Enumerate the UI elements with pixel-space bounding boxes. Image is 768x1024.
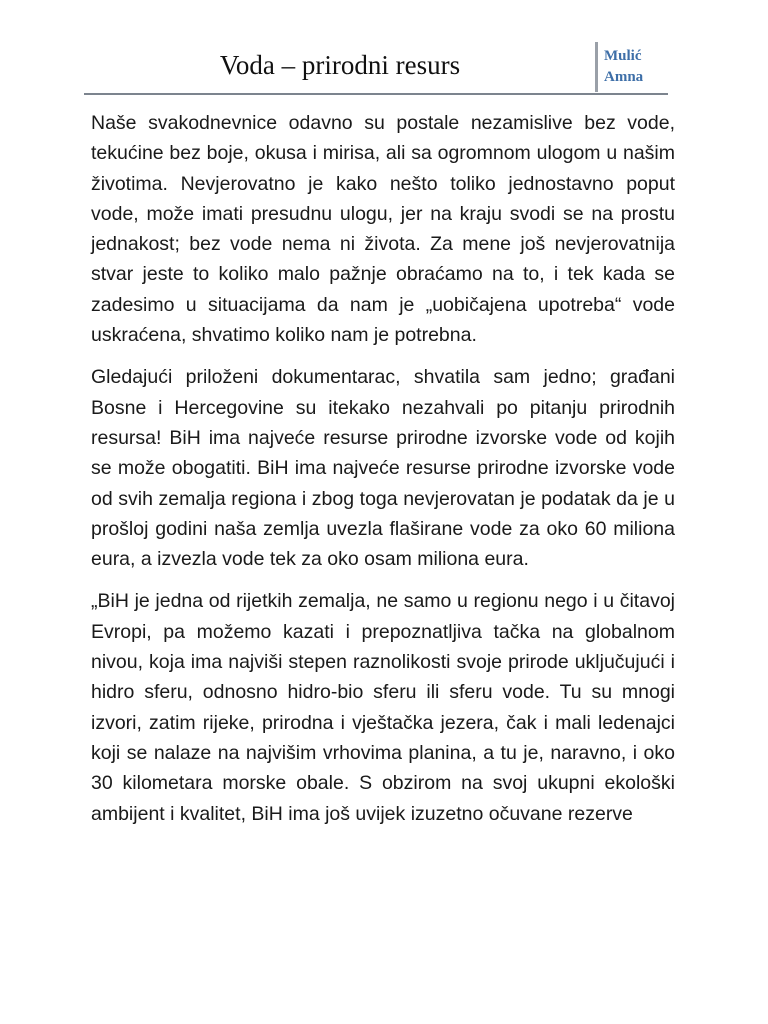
author-given-name: Amna	[604, 69, 644, 85]
page-header	[84, 38, 668, 94]
header-rule	[84, 93, 668, 95]
author-surname: Mulić	[604, 48, 642, 64]
paragraph-2: Gledajući priloženi dokumentarac, shvatila sam jedno; građani Bosne i Hercegovine su itekako nezahvali po pitanju prirodnih resursa! BiH ima najveće resurse prirodne izvorske vode od kojih se može obogatiti. BiH ima najveće resurse prirodne izvorske vode od svih zemalja regiona i zbog toga nevjerovatan je podatak da je u prošloj godini naša zemlja uvezla flaširane vode za oko 60 miliona eura, a izvezla vode tek za oko osam miliona eura.	[91, 366, 675, 571]
document-title: Voda – prirodni resurs	[219, 50, 461, 80]
paragraph-3: „BiH je jedna od rijetkih zemalja, ne samo u regionu nego i u čitavoj Evropi, pa možemo kazati i prepoznatljiva tačka na globalnom nivou, koja ima najviši stepen raznolikosti svoje prirode uključujući i hidro sferu, odnosno hidro-bio sferu ili sferu vode. Tu su mnogi izvori, zatim rijeke, prirodna i vještačka jezera, čak i mali ledenajci koji se nalaze na najvišim vrhovima planina, a tu je, naravno, i oko 30 kilometara morske obale. S obzirom na svoj ukupni ekološki ambijent i kvalitet, BiH ima još uvijek izuzetno očuvane rezerve	[91, 590, 675, 825]
paragraph-1: Naše svakodnevnice odavno su postale nezamislive bez vode, tekućine bez boje, okusa i mirisa, ali sa ogromnom ulogom u našim životima. Nevjerovatno je kako nešto toliko jednostavno poput vode, može imati presudnu ulogu, jer na kraju svodi se na prostu jednakost; bez vode nema ni života. Za mene još nevjerovatnija stvar jeste to koliko malo pažnje obraćamo na to, i tek kada se zadesimo u situacijama da nam je „uobičajena upotreba“ vode uskraćena, shvatimo koliko nam je potrebna.	[91, 112, 675, 347]
author-divider	[595, 42, 598, 92]
document-body	[91, 108, 675, 841]
author-block	[604, 46, 643, 88]
